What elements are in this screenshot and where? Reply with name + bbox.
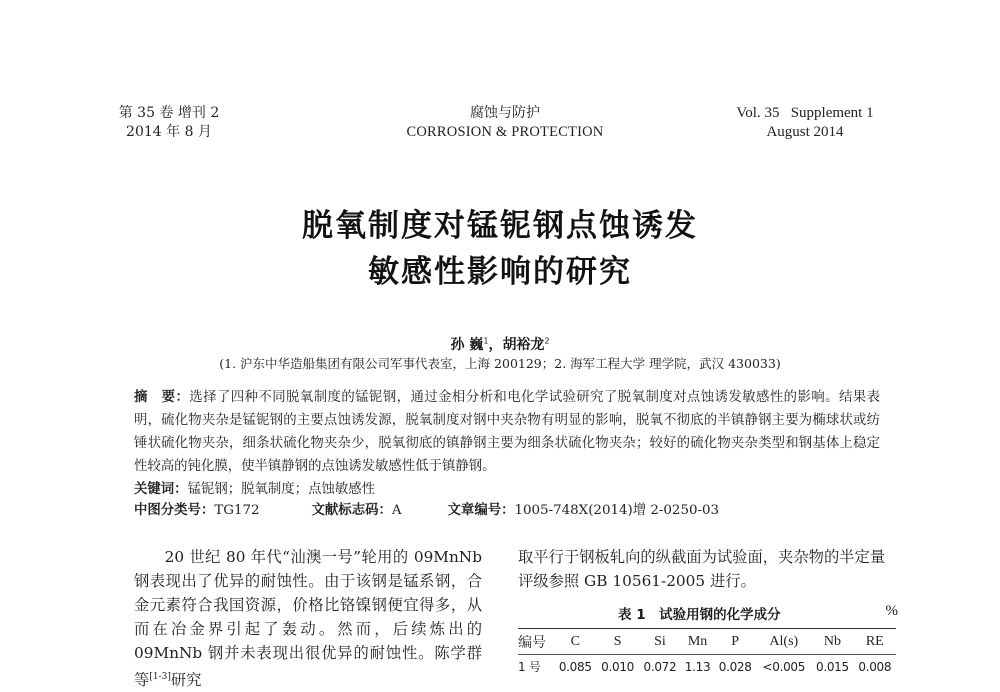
body-paragraph: 取平行于钢板轧向的纵截面为试验面，夹杂物的半定量评级参照 GB 10561-2005 进行。 [518,548,886,590]
paper-title-line1: 脱氧制度对锰铌钢点蚀诱发 [302,208,698,244]
doc-code-value: A [391,503,402,518]
keywords-label: 关键词： [134,482,188,497]
publication-date-en: August 2014 [766,124,844,140]
table-unit: % [885,603,898,619]
clc-label: 中图分类号： [134,503,215,518]
table-row [518,655,896,678]
keywords-text: 锰铌钢；脱氧制度；点蚀敏感性 [187,482,376,497]
classification-line [134,499,894,518]
body-right-column [518,545,898,593]
clc-value: TG172 [214,503,260,518]
table-cell: 1 号 [518,660,541,674]
table-cell: 0.085 [558,659,592,674]
author-name: 胡裕龙 [502,337,545,353]
journal-name-en: CORROSION & PROTECTION [406,124,604,140]
col-header: Al(s) [756,629,811,655]
volume-supplement: Vol. 35 Supplement 1 [736,105,874,121]
col-header: 编号 [518,629,554,655]
table-cell: 0.072 [643,659,677,674]
publication-date: 2014 年 8 月 [126,124,212,140]
table-title: 表 1 试验用钢的化学成分 [618,607,781,623]
col-header: Si [639,629,681,655]
col-header: Nb [811,629,853,655]
col-header: RE [854,629,896,655]
col-header: P [714,629,756,655]
author-affil-mark: 2 [544,336,550,346]
affiliations: (1. 沪东中华造船集团有限公司军事代表室，上海 200129；2. 海军工程大学 理学院，武汉 430033) [219,356,781,371]
paragraph-text: 20 世纪 80 年代“汕澳一号”轮用的 09MnNb 钢表现出了优异的耐蚀性。由于该钢是锰系钢，合金元素符合我国资源，价格比铬镍钢便宜得多，从而在冶金界引起了轰动。然而，后续炼出的 09MnNb 钢并未表现出很优异的耐蚀性。陈学群等 [134,548,482,690]
paragraph-text: 研究 [170,671,202,690]
table-header-row [518,629,896,655]
author-affil-mark: 1 [483,336,489,346]
abstract [134,386,880,478]
abstract-label: 摘 要： [134,390,190,405]
col-header: C [554,629,596,655]
table-cell: <0.005 [762,659,806,674]
abstract-text: 选择了四种不同脱氧制度的锰铌钢，通过金相分析和电化学试验研究了脱氧制度对点蚀诱发敏感性的影响。结果表明，硫化物夹杂是锰铌钢的主要点蚀诱发源，脱氧制度对钢中夹杂物有明显的影响，脱氧不彻底的半镇静钢主要为椭球状或纺锤状硫化物夹杂，细条状硫化物夹杂少，脱氧彻底的镇静钢主要为细条状硫化物夹杂；较好的硫化物夹杂类型和钢基体上稳定性较高的钝化膜，使半镇静钢的点蚀诱发敏感性低于镇静钢。 [134,390,881,474]
keywords [134,478,375,497]
col-header: Mn [681,629,714,655]
body-left-column [134,545,482,692]
author-list [150,334,850,354]
volume-issue: 第 35 卷 增刊 2 [118,105,220,121]
journal-name [380,104,630,142]
doc-code-label: 文献标志码： [311,503,392,518]
table-cell: 0.028 [718,659,752,674]
article-number-value: 1005-748X(2014)增 2-0250-03 [514,503,720,518]
chemical-composition-table [518,628,896,677]
citation-ref[interactable]: [1-3] [149,672,171,682]
article-number-label: 文章编号： [447,503,515,518]
paper-title-line2: 敏感性影响的研究 [368,254,632,290]
table-cell: 0.010 [601,659,635,674]
table-cell: 0.008 [858,659,892,674]
col-header: S [596,629,638,655]
journal-name-cn: 腐蚀与防护 [470,105,540,121]
table-cell: 1.13 [684,659,711,674]
table-cell: 0.015 [815,659,849,674]
journal-volume-info-en [720,104,890,142]
journal-volume-info [104,104,234,142]
author-separator: ， [488,337,503,353]
body-paragraph [134,545,482,692]
author-name: 孙 巍 [450,337,484,353]
